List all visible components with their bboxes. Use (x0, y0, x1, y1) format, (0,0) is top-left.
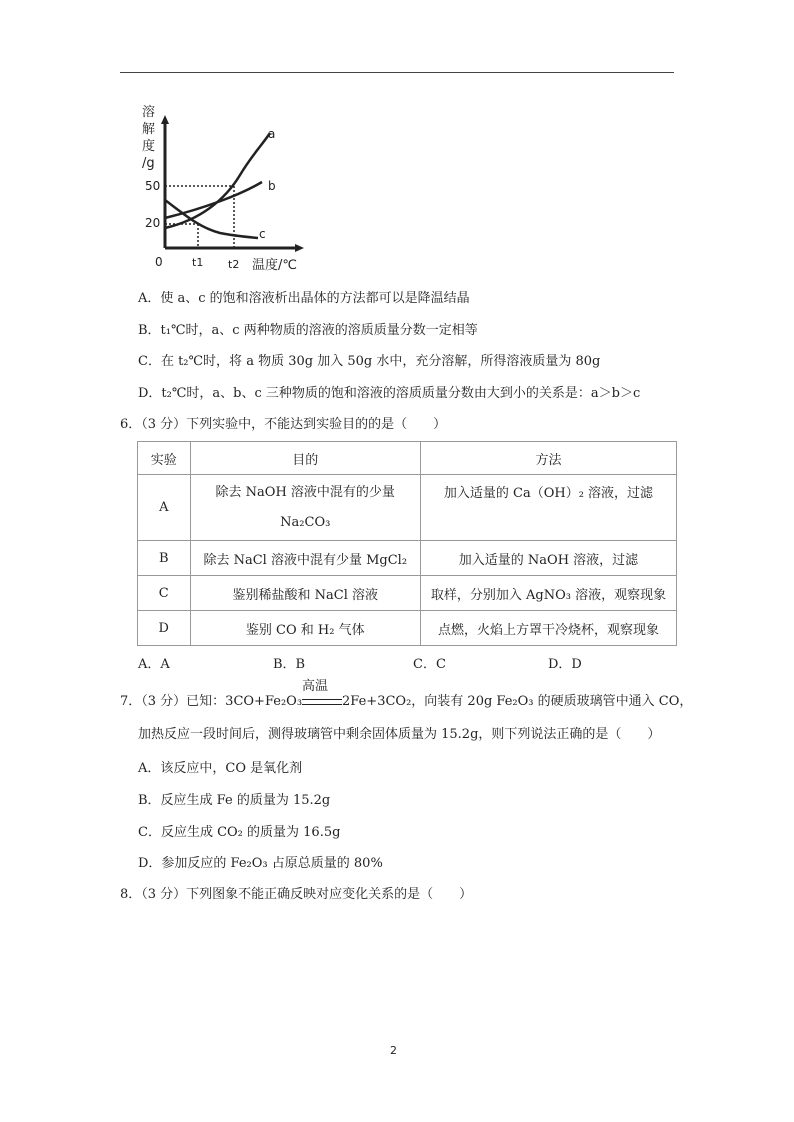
curve-label-c: c (259, 227, 266, 241)
x-axis-arrow (295, 244, 304, 252)
row-id: D (138, 611, 191, 646)
condition-label: 高温 (302, 679, 329, 694)
table-row (138, 475, 677, 541)
y-label-char: 溶 (142, 105, 156, 120)
y-axis-arrow (161, 115, 169, 124)
y-label-char: 解 (142, 122, 156, 137)
row-method: 取样，分别加入 AgNO₃ 溶液，观察现象 (420, 576, 676, 611)
q5-option-b: B．t₁℃时，a、c 两种物质的溶液的溶质质量分数一定相等 (138, 323, 478, 338)
q7-stem-suffix: 2Fe+3CO₂，向装有 20g Fe₂O₃ 的硬质玻璃管中通入 CO， (342, 694, 693, 709)
q7-option-c: C．反应生成 CO₂ 的质量为 16.5g (138, 825, 341, 840)
equals-sign (302, 699, 342, 705)
row-method: 加入适量的 NaOH 溶液，过滤 (420, 541, 676, 576)
row-purpose: 鉴别 CO 和 H₂ 气体 (190, 611, 420, 646)
row-purpose (190, 475, 420, 541)
purpose-line: 除去 NaOH 溶液中混有的少量 (215, 484, 395, 500)
row-purpose: 鉴别稀盐酸和 NaCl 溶液 (190, 576, 420, 611)
purpose-line: Na₂CO₃ (280, 514, 331, 530)
row-id: A (138, 475, 191, 541)
header-rule (120, 72, 674, 73)
experiment-table (137, 441, 677, 646)
y-label-char: 度 (142, 139, 156, 154)
q7-option-b: B．反应生成 Fe 的质量为 15.2g (138, 793, 331, 808)
page-number: 2 (390, 1044, 397, 1057)
q8-stem: 8．（3 分）下列图象不能正确反映对应变化关系的是（ ） (120, 887, 473, 902)
reaction-condition (302, 679, 342, 711)
x-tick-t2: t2 (228, 258, 240, 271)
table-header: 实验 (138, 442, 191, 475)
q7-stem-prefix: 7．（3 分）已知：3CO+Fe₂O₃ (120, 694, 303, 709)
row-method: 加入适量的 Ca（OH）₂ 溶液，过滤 (420, 475, 676, 541)
x-tick-t1: t1 (192, 256, 204, 269)
q6-choice-d: D．D (548, 657, 582, 672)
solubility-graph (140, 100, 310, 275)
q6-choice-c: C．C (413, 657, 446, 672)
curve-label-a: a (268, 127, 276, 141)
q5-option-a: A．使 a、c 的饱和溶液析出晶体的方法都可以是降温结晶 (138, 291, 470, 306)
row-id: B (138, 541, 191, 576)
y-tick-20: 20 (145, 216, 161, 230)
q6-choice-b: B．B (273, 657, 306, 672)
y-tick-50: 50 (145, 179, 161, 193)
table-row (138, 541, 677, 576)
table-row (138, 576, 677, 611)
table-header: 方法 (420, 442, 676, 475)
y-label-char: /g (142, 156, 155, 171)
q7-stem-line2: 加热反应一段时间后，测得玻璃管中剩余固体质量为 15.2g，则下列说法正确的是（ ） (138, 727, 661, 742)
q7-option-d: D．参加反应的 Fe₂O₃ 占原总质量的 80% (138, 856, 383, 871)
q7-stem-line1 (120, 679, 693, 711)
curve-label-b: b (268, 179, 276, 193)
row-purpose: 除去 NaCl 溶液中混有少量 MgCl₂ (190, 541, 420, 576)
x-axis-label: 温度/℃ (252, 258, 297, 273)
table-row (138, 611, 677, 646)
table-header: 目的 (190, 442, 420, 475)
x-tick-0: 0 (155, 255, 163, 269)
q6-choice-a: A．A (138, 657, 170, 672)
q7-option-a: A．该反应中，CO 是氧化剂 (138, 761, 303, 776)
q5-option-c: C．在 t₂℃时，将 a 物质 30g 加入 50g 水中，充分溶解，所得溶液质量为 80g (138, 354, 601, 369)
y-axis-label (142, 104, 155, 171)
q5-option-d: D．t₂℃时，a、b、c 三种物质的饱和溶液的溶质质量分数由大到小的关系是：a＞b＞c (138, 386, 641, 401)
row-method: 点燃，火焰上方罩干冷烧杯，观察现象 (420, 611, 676, 646)
curve-b (165, 182, 262, 218)
q6-stem: 6．（3 分）下列实验中，不能达到实验目的的是（ ） (120, 417, 447, 432)
row-id: C (138, 576, 191, 611)
